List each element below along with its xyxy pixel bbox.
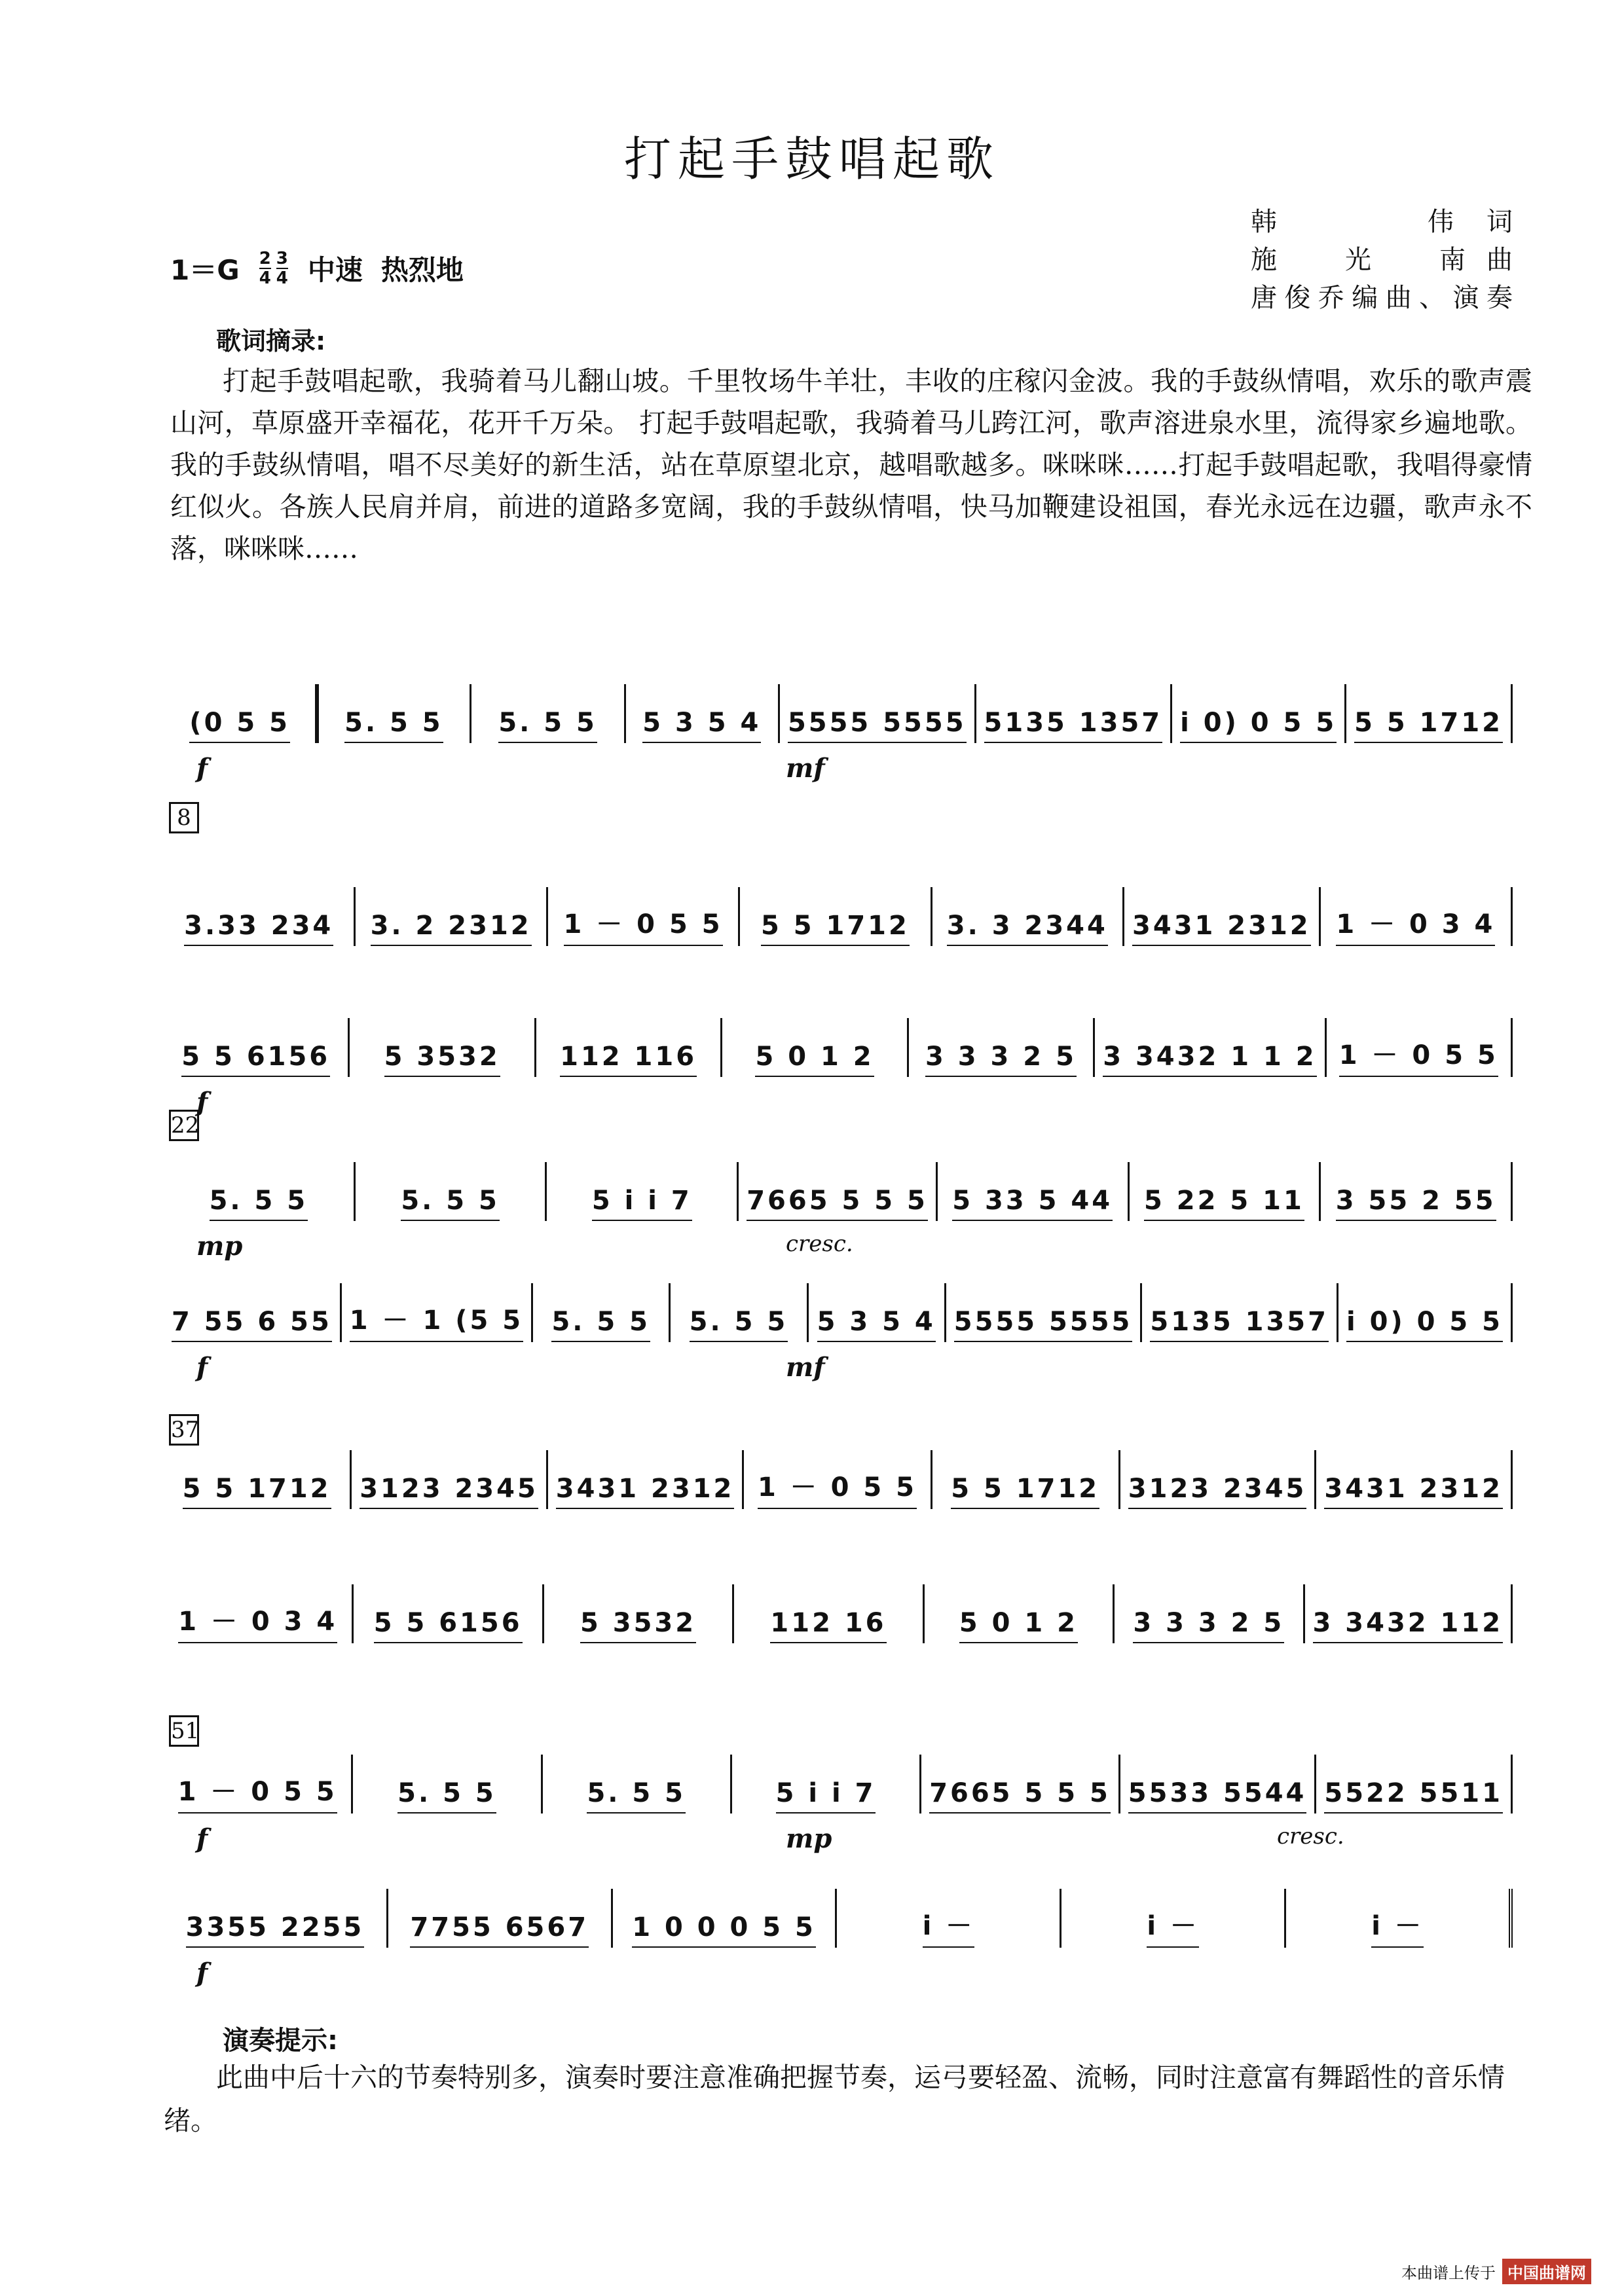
measure-notes: 112 16 xyxy=(770,1608,886,1643)
arranger-credit: 唐俊乔编曲、演奏 xyxy=(1251,283,1513,313)
measure xyxy=(164,887,356,946)
measure-notes: 5 i i 7 xyxy=(592,1186,692,1221)
measure xyxy=(164,1283,342,1342)
measure-notes: 5 33 5 44 xyxy=(952,1186,1113,1221)
measure-notes: 1 － 0 5 5 xyxy=(178,1771,337,1813)
rehearsal-mark: 51 xyxy=(169,1715,199,1747)
measure-notes: 3.33 234 xyxy=(184,911,333,946)
measure-notes: 5 5 1712 xyxy=(951,1474,1099,1509)
staff-line xyxy=(164,887,1513,946)
dynamic-marking: mp xyxy=(786,1823,832,1854)
measure-notes: 5555 5555 xyxy=(954,1307,1133,1342)
measure xyxy=(543,1755,732,1813)
lyrics-text: 打起手鼓唱起歌，我骑着马儿翻山坡。千里牧场牛羊壮，丰收的庄稼闪金波。我的手鼓纵情唱，欢乐的歌声震山河，草原盛开幸福花，花开千万朵。 打起手鼓唱起歌，我骑着马儿跨江河，歌声溶进泉水里，流得家乡遍地歌。我的手鼓纵情唱，唱不尽美好的新生活，站在草原望北京，越唱歌越多。咪咪咪……打起手鼓唱起歌，我唱得豪情红似火。各族人民肩并肩，前进的道路多宽阔，我的手鼓纵情唱，快马加鞭建设祖国，春光永远在边疆，歌声永不落，咪咪咪…… xyxy=(170,365,1532,564)
time-signatures xyxy=(258,249,289,287)
dynamic-marking: mp xyxy=(196,1231,243,1262)
measure-notes: 5 5 1712 xyxy=(183,1474,331,1509)
measure xyxy=(533,1283,671,1342)
measure xyxy=(921,1755,1120,1813)
measure xyxy=(164,1889,388,1948)
measure-notes: 3431 2312 xyxy=(1132,911,1311,946)
measure xyxy=(1142,1283,1338,1342)
dynamic-marking: f xyxy=(196,1352,208,1383)
measure-notes: 5. 5 5 xyxy=(690,1307,788,1342)
time-sig-2-top: 3 xyxy=(276,249,288,268)
lyricist-credit: 韩 伟词 xyxy=(1251,207,1513,237)
measure-notes: 1 － 0 3 4 xyxy=(1336,903,1495,946)
measure-notes: i － xyxy=(923,1905,975,1948)
rehearsal-mark: 8 xyxy=(169,802,199,833)
dynamic-marking: f xyxy=(196,753,208,784)
footer xyxy=(1401,2259,1591,2284)
measure xyxy=(946,1283,1143,1342)
dynamic-marking: f xyxy=(196,1087,208,1118)
measure-notes: 3431 2312 xyxy=(1324,1474,1503,1509)
dynamic-marking: f xyxy=(196,1823,208,1854)
measure-notes: 3 3 3 2 5 xyxy=(1133,1608,1284,1643)
staff-line xyxy=(164,1584,1513,1643)
measure xyxy=(740,887,932,946)
staff-line xyxy=(164,1450,1513,1509)
measure xyxy=(1286,1889,1513,1948)
key-signature-line xyxy=(170,249,464,288)
measure xyxy=(536,1018,722,1077)
measure-notes: 3123 2345 xyxy=(360,1474,538,1509)
measure-notes: 5. 5 5 xyxy=(401,1186,500,1221)
measure-notes: 1 － 0 5 5 xyxy=(564,903,723,946)
measure-notes: 5. 5 5 xyxy=(551,1307,650,1342)
measure-notes: 3. 2 2312 xyxy=(371,911,532,946)
measure-notes: 7 55 6 55 xyxy=(172,1307,332,1342)
measure-notes: 5. 5 5 xyxy=(498,708,597,743)
measure xyxy=(354,1584,544,1643)
time-sig-1-top: 2 xyxy=(259,249,271,268)
measure-notes: 5 0 1 2 xyxy=(959,1608,1078,1643)
dynamic-marking: f xyxy=(196,1958,208,1988)
measure xyxy=(909,1018,1095,1077)
measure xyxy=(547,1162,739,1221)
measure xyxy=(613,1889,838,1948)
measure xyxy=(1061,1889,1286,1948)
staff-line xyxy=(164,1889,1513,1948)
measure xyxy=(1115,1584,1304,1643)
expression-text: 热烈地 xyxy=(380,254,464,286)
measure-notes: 5 i i 7 xyxy=(776,1778,876,1813)
measure-notes: i 0) 0 5 5 xyxy=(1180,708,1337,743)
measure xyxy=(1120,1450,1317,1509)
measure xyxy=(1346,684,1513,743)
measure xyxy=(732,1755,921,1813)
measure-notes: 5. 5 5 xyxy=(344,708,443,743)
measure xyxy=(356,1162,547,1221)
measure xyxy=(318,684,471,743)
time-sig-2-bottom: 4 xyxy=(276,268,288,288)
footer-text: 本曲谱上传于 xyxy=(1401,2264,1496,2282)
tips-text: 此曲中后十六的节奏特别多，演奏时要注意准确把握节奏，运弓要轻盈、流畅，同时注意富有舞蹈性的音乐情绪。 xyxy=(164,2062,1505,2136)
measure-notes: 5 22 5 11 xyxy=(1144,1186,1304,1221)
measure-notes: 5522 5511 xyxy=(1324,1778,1503,1813)
measure-notes: 3 3432 1 1 2 xyxy=(1103,1042,1316,1077)
staff-line xyxy=(164,1018,1513,1077)
site-logo: 中国曲谱网 xyxy=(1502,2259,1591,2284)
measure-notes: 3. 3 2344 xyxy=(947,911,1108,946)
measure-notes: i 0) 0 5 5 xyxy=(1346,1307,1503,1342)
measure-notes: 5 5 6156 xyxy=(374,1608,523,1643)
measure xyxy=(164,1755,353,1813)
measure-notes: 5 3 5 4 xyxy=(817,1307,936,1342)
measure-notes: 112 116 xyxy=(560,1042,697,1077)
measure xyxy=(1305,1584,1513,1643)
measure xyxy=(1316,1450,1513,1509)
measure xyxy=(164,1162,356,1221)
time-signature-2 xyxy=(276,249,288,287)
measure xyxy=(164,684,318,743)
measure-notes: 3123 2345 xyxy=(1128,1474,1307,1509)
measure xyxy=(356,887,547,946)
measure-notes: 3355 2255 xyxy=(186,1912,365,1948)
measure-notes: 5. 5 5 xyxy=(210,1186,308,1221)
measure-notes: 3 3 3 2 5 xyxy=(925,1042,1077,1077)
measure xyxy=(626,684,780,743)
measure xyxy=(1124,887,1321,946)
measure xyxy=(350,1018,536,1077)
rehearsal-mark: 37 xyxy=(169,1414,199,1446)
measure-notes: 3431 2312 xyxy=(556,1474,735,1509)
measure-notes: 1 － 0 3 4 xyxy=(178,1601,337,1643)
measure-notes: 7665 5 5 5 xyxy=(929,1778,1111,1813)
measure-notes: 3 3432 112 xyxy=(1313,1608,1504,1643)
measure xyxy=(164,1450,352,1509)
staff-line xyxy=(164,1162,1513,1221)
measure-notes: 5. 5 5 xyxy=(397,1778,496,1813)
measure xyxy=(739,1162,938,1221)
measure-notes: i － xyxy=(1371,1905,1424,1948)
measure-notes: 5135 1357 xyxy=(1150,1307,1329,1342)
staff-line xyxy=(164,1755,1513,1813)
rehearsal-mark: 22 xyxy=(169,1110,199,1141)
measure xyxy=(1338,1283,1513,1342)
measure xyxy=(671,1283,808,1342)
measure-notes: 5 0 1 2 xyxy=(755,1042,874,1077)
measure-notes: 1 － 0 5 5 xyxy=(758,1467,917,1509)
measure xyxy=(734,1584,924,1643)
time-sig-1-bottom: 4 xyxy=(259,268,271,288)
credits xyxy=(1251,203,1513,317)
measure-notes: 7755 6567 xyxy=(410,1912,589,1948)
measure-notes: 5 5 1712 xyxy=(761,911,910,946)
measure xyxy=(780,684,976,743)
lyrics-label: 歌词摘录: xyxy=(216,327,326,355)
dynamic-marking: mf xyxy=(786,753,825,784)
measure xyxy=(548,887,740,946)
measure xyxy=(548,1450,745,1509)
measure xyxy=(1321,1162,1513,1221)
measure-notes: 7665 5 5 5 xyxy=(747,1186,928,1221)
key-text: 1＝G xyxy=(170,254,240,286)
measure xyxy=(388,1889,613,1948)
dynamic-marking: cresc. xyxy=(1277,1823,1344,1850)
measure xyxy=(1095,1018,1326,1077)
measure-notes: 5135 1357 xyxy=(984,708,1163,743)
measure xyxy=(1130,1162,1321,1221)
dynamic-marking: mf xyxy=(786,1352,825,1383)
measure-notes: 5555 5555 xyxy=(788,708,967,743)
measure-notes: 1 － 1 (5 5 xyxy=(350,1300,523,1342)
measure xyxy=(471,684,625,743)
measure-notes: (0 5 5 xyxy=(189,708,290,743)
measure xyxy=(164,1018,350,1077)
measure xyxy=(932,1450,1120,1509)
measure xyxy=(1316,1755,1513,1813)
staff-line xyxy=(164,1283,1513,1342)
time-signature-1 xyxy=(259,249,271,287)
measure-notes: 1 － 0 5 5 xyxy=(1339,1034,1498,1077)
measure xyxy=(164,1584,354,1643)
tempo-text: 中速 xyxy=(307,254,363,286)
measure xyxy=(744,1450,932,1509)
dynamic-marking: cresc. xyxy=(786,1231,853,1257)
measure-notes: i － xyxy=(1147,1905,1199,1948)
measure xyxy=(1321,887,1513,946)
measure xyxy=(1172,684,1346,743)
measure-notes: 3 55 2 55 xyxy=(1336,1186,1496,1221)
measure xyxy=(353,1755,542,1813)
measure xyxy=(1120,1755,1317,1813)
measure-notes: 5 3532 xyxy=(384,1042,500,1077)
measure-notes: 5533 5544 xyxy=(1128,1778,1307,1813)
measure-notes: 5. 5 5 xyxy=(587,1778,686,1813)
measure xyxy=(722,1018,908,1077)
measure xyxy=(352,1450,548,1509)
staff-line xyxy=(164,684,1513,743)
measure xyxy=(938,1162,1130,1221)
measure xyxy=(342,1283,533,1342)
measure xyxy=(1327,1018,1513,1077)
measure-notes: 5 5 6156 xyxy=(181,1042,330,1077)
page-title: 打起手鼓唱起歌 xyxy=(623,132,1000,187)
tips-label: 演奏提示: xyxy=(223,2026,338,2056)
measure xyxy=(809,1283,946,1342)
measure xyxy=(925,1584,1115,1643)
measure-notes: 5 5 1712 xyxy=(1354,708,1503,743)
measure xyxy=(976,684,1173,743)
measure xyxy=(837,1889,1061,1948)
measure xyxy=(544,1584,734,1643)
measure-notes: 5 3 5 4 xyxy=(642,708,761,743)
composer-credit: 施 光 南曲 xyxy=(1251,245,1513,275)
measure-notes: 1 0 0 0 5 5 xyxy=(632,1912,816,1948)
measure xyxy=(932,887,1124,946)
measure-notes: 5 3532 xyxy=(580,1608,696,1643)
